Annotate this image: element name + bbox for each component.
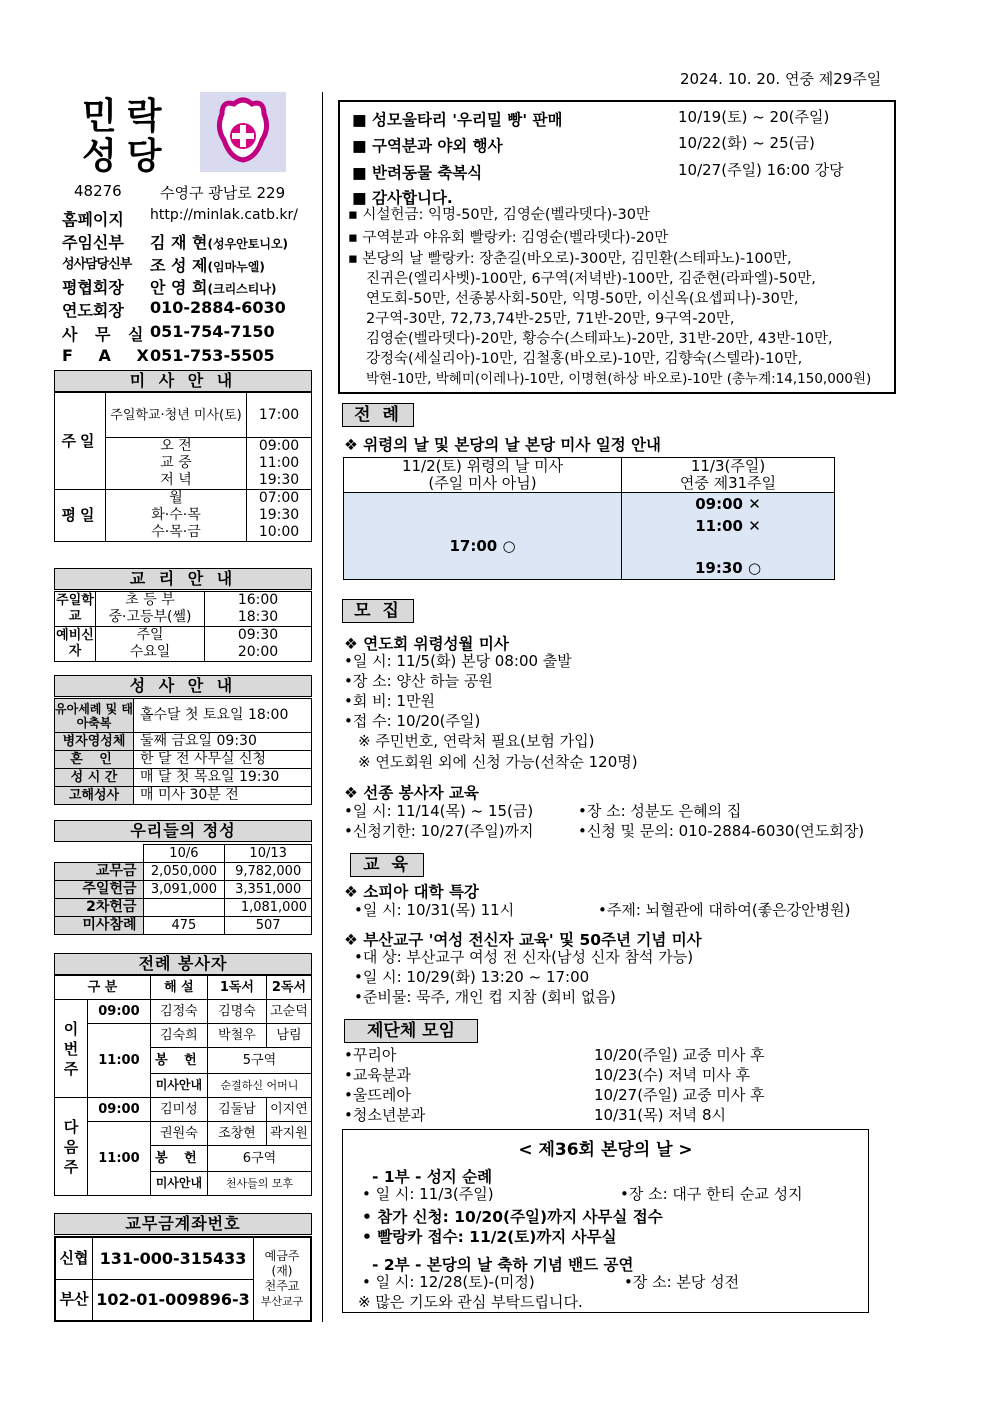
notice-2-title: ■ 구역분과 야외 행사 [352,137,503,155]
table-cell: 매 달 첫 목요일 19:30 [134,769,312,787]
table-cell: 주일헌금 [55,881,144,899]
table-cell: 김미성 [150,1098,207,1122]
table-cell: 1독서 [207,976,266,1000]
table-cell: 곽지원 [266,1122,311,1146]
recruit-line: •회 비: 1만원 [344,692,435,710]
table-cell: 5구역 [207,1048,311,1074]
table-cell: 102-01-009896-3 [93,1279,254,1321]
table-cell: 권원숙 [150,1122,207,1146]
table-cell: 박철우 [207,1024,266,1048]
table-cell: 507 [225,917,312,935]
notice-1-title: ■ 성모울타리 '우리밀 빵' 판매 [352,111,563,129]
table-cell: 둘째 금요일 09:30 [134,733,312,751]
table-cell: 화·수·목 [106,507,247,524]
office-label: 사 무 실 [62,325,150,344]
table-cell: 유아세례 및 태아축복 [55,699,134,733]
table-cell: 한 달 전 사무실 신청 [134,751,312,769]
group-name: •울뜨레아 [344,1086,411,1104]
thanks-line: 강정숙(세실리아)-10만, 김철홍(바오로)-10만, 김향숙(스텔라)-10만, [366,351,803,367]
table-cell: 주일 [96,627,205,645]
table-cell: 예비신자 [55,627,96,662]
table-cell: 미사안내 [150,1074,207,1098]
notice-1-date: 10/19(토) ~ 20(주일) [678,108,830,126]
thanks-title: ■ 감사합니다. [352,189,453,207]
thanks-line: ▪ 시설헌금: 익명-50만, 김영순(벨라뎃다)-30만 [348,207,650,223]
pastor-label: 주임신부 [62,233,124,252]
table-cell: 2,050,000 [143,863,225,881]
recruit-line: •접 수: 10/20(주일) [344,712,481,730]
mass-table [54,392,312,542]
table-cell: 11/3(주일) [622,458,835,476]
table-cell: 병자영성체 [55,733,134,751]
council-president-label: 평협회장 [62,278,124,297]
table-cell: 09:00 [88,1098,151,1122]
table-cell: 주일학교 [55,592,96,627]
notice-3-date: 10/27(주일) 16:00 강당 [678,161,844,179]
offering-table [54,844,312,935]
parish-day-line: • 빨랑카 접수: 11/2(토)까지 사무실 [362,1228,617,1246]
table-cell: 신협 [55,1237,93,1279]
recruit-line: •신청기한: 10/27(주일)까지 [344,822,534,840]
table-cell: 수·목·금 [106,524,247,542]
parish-logo-icon [200,92,286,172]
servers-section-title: 전례 봉사자 [54,953,312,975]
table-cell: 순결하신 어머니 [207,1074,311,1098]
group-name: •꾸리아 [344,1046,397,1064]
recruit-tag: 모 집 [342,599,414,623]
table-cell: 성 시 간 [55,769,134,787]
fax-label: F A X [62,346,159,365]
group-when: 10/31(목) 저녁 8시 [594,1106,726,1124]
table-cell: 다음주 [55,1098,88,1196]
parish-day-line: •장 소: 본당 성전 [624,1273,740,1291]
table-cell: 김정숙 [150,1000,207,1024]
liturgy-schedule-table [343,457,835,580]
table-cell: 평일 [55,490,106,542]
sacrament-table [54,698,312,805]
recruit-heading-2: ❖ 선종 봉사자 교육 [344,784,479,802]
table-cell: 수요일 [96,644,205,662]
education-line: •준비물: 묵주, 개인 컵 지참 (회비 없음) [354,988,616,1006]
table-cell: 해 설 [150,976,207,1000]
table-cell: 17:00 ○ [344,493,622,580]
table-cell: 11:00 [88,1122,151,1196]
table-cell: 11/2(토) 위령의 날 미사 [344,458,622,476]
table-cell: 중·고등부(쎌) [96,609,205,627]
recruit-line: •일 시: 11/5(화) 본당 08:00 출발 [344,652,572,670]
thanks-line: 김영순(벨라뎃다)-20만, 황승수(스테파노)-20만, 31반-20만, 43반-10만, [366,331,833,347]
table-cell: 고해성사 [55,787,134,805]
table-cell: 예금주 (재) 천주교 부산교구 [254,1237,312,1321]
parish-day-note: ※ 많은 기도와 관심 부탁드립니다. [358,1293,583,1311]
assistant-priest-label: 성사담당신부 [62,257,132,272]
offering-section-title: 우리들의 정성 [54,820,312,842]
table-cell: 월 [106,490,247,508]
table-cell: 김명숙 [207,1000,266,1024]
table-cell: 연중 제31주일 [622,475,835,493]
table-cell: 혼 인 [55,751,134,769]
homepage-label: 홈페이지 [62,210,124,229]
table-cell: 19:30 [247,472,312,490]
education-line: •일 시: 10/29(화) 13:20 ~ 17:00 [354,968,590,986]
thanks-line: 2구역-30만, 72,73,74반-25만, 71반-20만, 9구역-20만, [366,311,735,327]
table-cell: 오 전 [106,438,247,456]
table-cell: 교무금 [55,863,144,881]
table-cell: 고순덕 [266,1000,311,1024]
education-heading-1: ❖ 소피아 대학 특강 [344,883,479,901]
education-line: •대 상: 부산교구 여성 전 신자(남성 신자 참석 가능) [354,948,694,966]
thanks-line: ▪ 구역분과 야유회 빨랑카: 김영순(벨라뎃다)-20만 [348,230,669,246]
bulletin-date: 2024. 10. 20. 연중 제29주일 [680,70,882,88]
notice-3-title: ■ 반려동물 축복식 [352,164,483,182]
table-cell: 천사들의 모후 [207,1172,311,1196]
table-cell: 이지연 [266,1098,311,1122]
parish-name-line2: 성당 [82,136,172,177]
recruit-line: ※ 연도회원 외에 신청 가능(선착순 120명) [358,753,638,771]
recruit-line: •신청 및 문의: 010-2884-6030(연도회장) [578,822,865,840]
group-when: 10/23(수) 저녁 미사 후 [594,1066,751,1084]
table-cell: 20:00 [205,644,312,662]
homepage-link[interactable]: http://minlak.catb.kr/ [150,207,298,223]
education-line: •주제: 뇌혈관에 대하여(좋은강안병원) [598,901,851,919]
table-cell: 09:30 [205,627,312,645]
table-cell: 미사참례 [55,917,144,935]
parish-day-line: • 일 시: 12/28(토)-(미정) [362,1273,535,1291]
education-tag: 교 육 [350,853,424,877]
table-cell: 07:00 [247,490,312,508]
table-cell: 19:30 [247,507,312,524]
thanks-line: 연도회-50만, 선종봉사회-50만, 익명-50만, 이신옥(요셉피나)-30만, [366,291,799,307]
table-cell: 교 중 [106,455,247,472]
parish-day-part1: - 1부 - 성지 순례 [372,1168,493,1186]
table-cell: 2독서 [266,976,311,1000]
parish-name-line1: 민락 [82,96,172,137]
table-cell: 09:00 [247,438,312,456]
table-cell: 11:00 [88,1024,151,1098]
table-cell: 미사안내 [150,1172,207,1196]
thanks-line: 진귀은(엘리사벳)-100만, 6구역(저녁반)-100만, 김준현(라파엘)-50만, [366,271,816,287]
parish-day-part2: - 2부 - 본당의 날 축하 기념 밴드 공연 [372,1256,634,1274]
liturgy-tag: 전 례 [342,403,414,427]
council-president-value: 안 영 희(크리스티나) [150,278,277,297]
recruit-line: •일 시: 11/14(목) ~ 15(금) [344,802,534,820]
table-cell: 초 등 부 [96,592,205,610]
table-cell: 10/6 [143,845,225,863]
table-cell: 봉 헌 [150,1048,207,1074]
thanks-line: 박현-10만, 박혜미(이레나)-10만, 이명현(하상 바오로)-10만 (총누계:14,150,000원) [366,371,872,387]
recruit-heading-1: ❖ 연도회 위령성월 미사 [344,635,509,653]
table-cell: 16:00 [205,592,312,610]
table-cell: 김둘남 [207,1098,266,1122]
table-cell [55,845,144,863]
assistant-priest-value: 조 성 제(임마누엘) [150,256,265,275]
table-cell: 9,782,000 [225,863,312,881]
table-cell: 3,351,000 [225,881,312,899]
table-cell: 09:00 ✕ 11:00 ✕ 19:30 ○ [622,493,835,580]
table-cell: 김숙희 [150,1024,207,1048]
office-phone: 051-754-7150 [150,322,275,341]
servers-table [54,975,312,1196]
table-cell: 18:30 [205,609,312,627]
table-cell: 홀수달 첫 토요일 18:00 [134,699,312,733]
table-cell: 이번주 [55,1000,88,1098]
mass-section-title: 미 사 안 내 [54,370,312,392]
table-cell: 남림 [266,1024,311,1048]
yeondo-president-label: 연도회장 [62,301,124,320]
postal-code: 48276 [74,182,122,200]
table-cell: 매 미사 30분 전 [134,787,312,805]
table-cell: 09:00 [88,1000,151,1024]
doctrine-table [54,591,312,662]
group-when: 10/20(주일) 교중 미사 후 [594,1046,765,1064]
account-table [54,1236,312,1322]
table-cell: 3,091,000 [143,881,225,899]
table-cell: 2차헌금 [55,899,144,917]
table-cell: 6구역 [207,1146,311,1172]
fax-number: 051-753-5505 [150,346,275,365]
table-cell: 저 녁 [106,472,247,490]
recruit-line: •장 소: 양산 하늘 공원 [344,672,493,690]
group-name: •교육분과 [344,1066,411,1084]
parish-day-title: < 제36회 본당의 날 > [518,1140,693,1160]
table-cell [143,899,225,917]
recruit-line: ※ 주민번호, 연락처 필요(보험 가입) [358,732,595,750]
education-heading-2: ❖ 부산교구 '여성 전신자 교육' 및 50주년 기념 미사 [344,931,702,949]
table-cell: 475 [143,917,225,935]
table-cell: 10/13 [225,845,312,863]
address: 수영구 광남로 229 [160,184,286,202]
doctrine-section-title: 교 리 안 내 [54,568,312,590]
table-cell: 봉 헌 [150,1146,207,1172]
sacrament-section-title: 성 사 안 내 [54,675,312,697]
table-cell: 10:00 [247,524,312,542]
table-cell: 1,081,000 [225,899,312,917]
groups-tag: 제단체 모임 [344,1019,478,1043]
parish-day-line: •장 소: 대구 한티 순교 성지 [620,1185,803,1203]
table-cell: 부산 [55,1279,93,1321]
table-cell: 구 분 [55,976,151,1000]
parish-day-line: • 참가 신청: 10/20(주일)까지 사무실 접수 [362,1208,663,1226]
account-section-title: 교무금계좌번호 [54,1213,312,1235]
thanks-line: ▪ 본당의 날 빨랑카: 장춘길(바오로)-300만, 김민환(스테파노)-100만, [348,251,792,267]
table-cell: 131-000-315433 [93,1237,254,1279]
column-divider [322,92,323,1322]
table-cell: 17:00 [247,393,312,438]
group-name: •청소년분과 [344,1106,426,1124]
pastor-value: 김 재 현(성우안토니오) [150,233,289,252]
table-cell: 조창현 [207,1122,266,1146]
liturgy-heading: ❖ 위령의 날 및 본당의 날 본당 미사 일정 안내 [344,436,662,454]
table-cell: 주일학교·청년 미사(토) [106,393,247,438]
table-cell: 주일 [55,393,106,490]
table-cell: 11:00 [247,455,312,472]
parish-day-line: • 일 시: 11/3(주일) [362,1185,494,1203]
recruit-line: •장 소: 성분도 은혜의 집 [578,802,742,820]
notice-2-date: 10/22(화) ~ 25(금) [678,134,815,152]
yeondo-president-phone: 010-2884-6030 [150,298,286,317]
education-line: •일 시: 10/31(목) 11시 [354,901,515,919]
group-when: 10/27(주일) 교중 미사 후 [594,1086,765,1104]
table-cell: (주일 미사 아님) [344,475,622,493]
